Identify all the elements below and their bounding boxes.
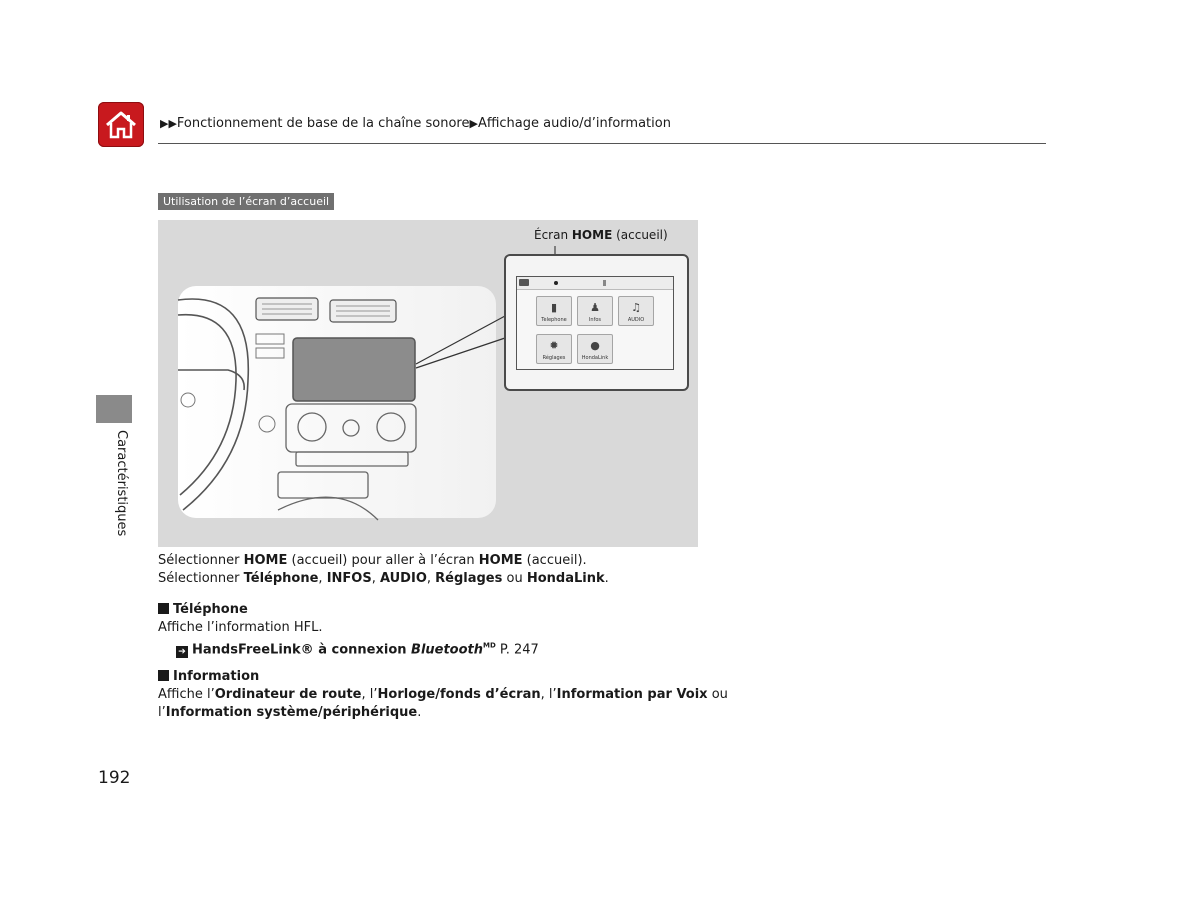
gear-icon: ✹ [549, 339, 559, 352]
information-heading: Information [158, 668, 259, 686]
screen-button-telephone[interactable]: ▮ Telephone [536, 296, 572, 326]
home-screen-callout: Écran HOME (accueil) [534, 228, 668, 242]
header-divider [158, 143, 1046, 144]
music-icon: ♫ [631, 301, 641, 314]
screen-status-bar [517, 277, 673, 290]
breadcrumb-arrow-icon: ▶▶ [160, 117, 177, 130]
pointer-dot-icon [553, 280, 559, 286]
screen-button-settings[interactable]: ✹ Réglages [536, 334, 572, 364]
instruction-line-2: Sélectionner Téléphone, INFOS, AUDIO, Réglages ou HondaLink. [158, 571, 609, 586]
side-chapter-label: Caractéristiques [114, 430, 129, 537]
section-tag: Utilisation de l’écran d’accueil [158, 193, 334, 210]
page-number: 192 [98, 768, 131, 788]
breadcrumb [160, 116, 671, 131]
phone-icon: ▮ [550, 301, 558, 314]
side-chapter-tab[interactable] [96, 395, 132, 423]
breadcrumb-link-sound-system[interactable]: Fonctionnement de base de la chaîne sonore [176, 116, 470, 131]
information-description-line-2: l’Information système/périphérique. [158, 705, 422, 720]
screen-button-audio[interactable]: ♫ AUDIO [618, 296, 654, 326]
handsfreelink-reference[interactable]: ➔ HandsFreeLink® à connexion Bluetooth$^{MD}$ P. 247 [176, 637, 539, 659]
breadcrumb-current: Affichage audio/d’information [477, 116, 671, 131]
instruction-line-1: Sélectionner HOME (accueil) pour aller à l’écran HOME (accueil). [158, 553, 587, 568]
telephone-description: Affiche l’information HFL. [158, 620, 323, 635]
home-grid-icon[interactable] [519, 279, 529, 286]
telephone-heading: Téléphone [158, 601, 248, 619]
signal-icon [603, 280, 607, 287]
screen-button-info[interactable]: ♟ Infos [577, 296, 613, 326]
square-bullet-icon [158, 603, 169, 614]
home-button[interactable] [98, 102, 144, 147]
home-icon [104, 110, 138, 140]
hondalink-icon: ● [590, 339, 600, 352]
square-bullet-icon [158, 670, 169, 681]
screen-button-hondalink[interactable]: ● HondaLink [577, 334, 613, 364]
reference-arrow-icon: ➔ [176, 646, 188, 658]
breadcrumb-arrow-icon: ▶ [469, 117, 478, 130]
home-screen-display [516, 276, 674, 370]
info-icon: ♟ [590, 301, 600, 314]
information-description-line-1: Affiche l’Ordinateur de route, l’Horloge/fonds d’écran, l’Information par Voix ou [158, 687, 728, 702]
